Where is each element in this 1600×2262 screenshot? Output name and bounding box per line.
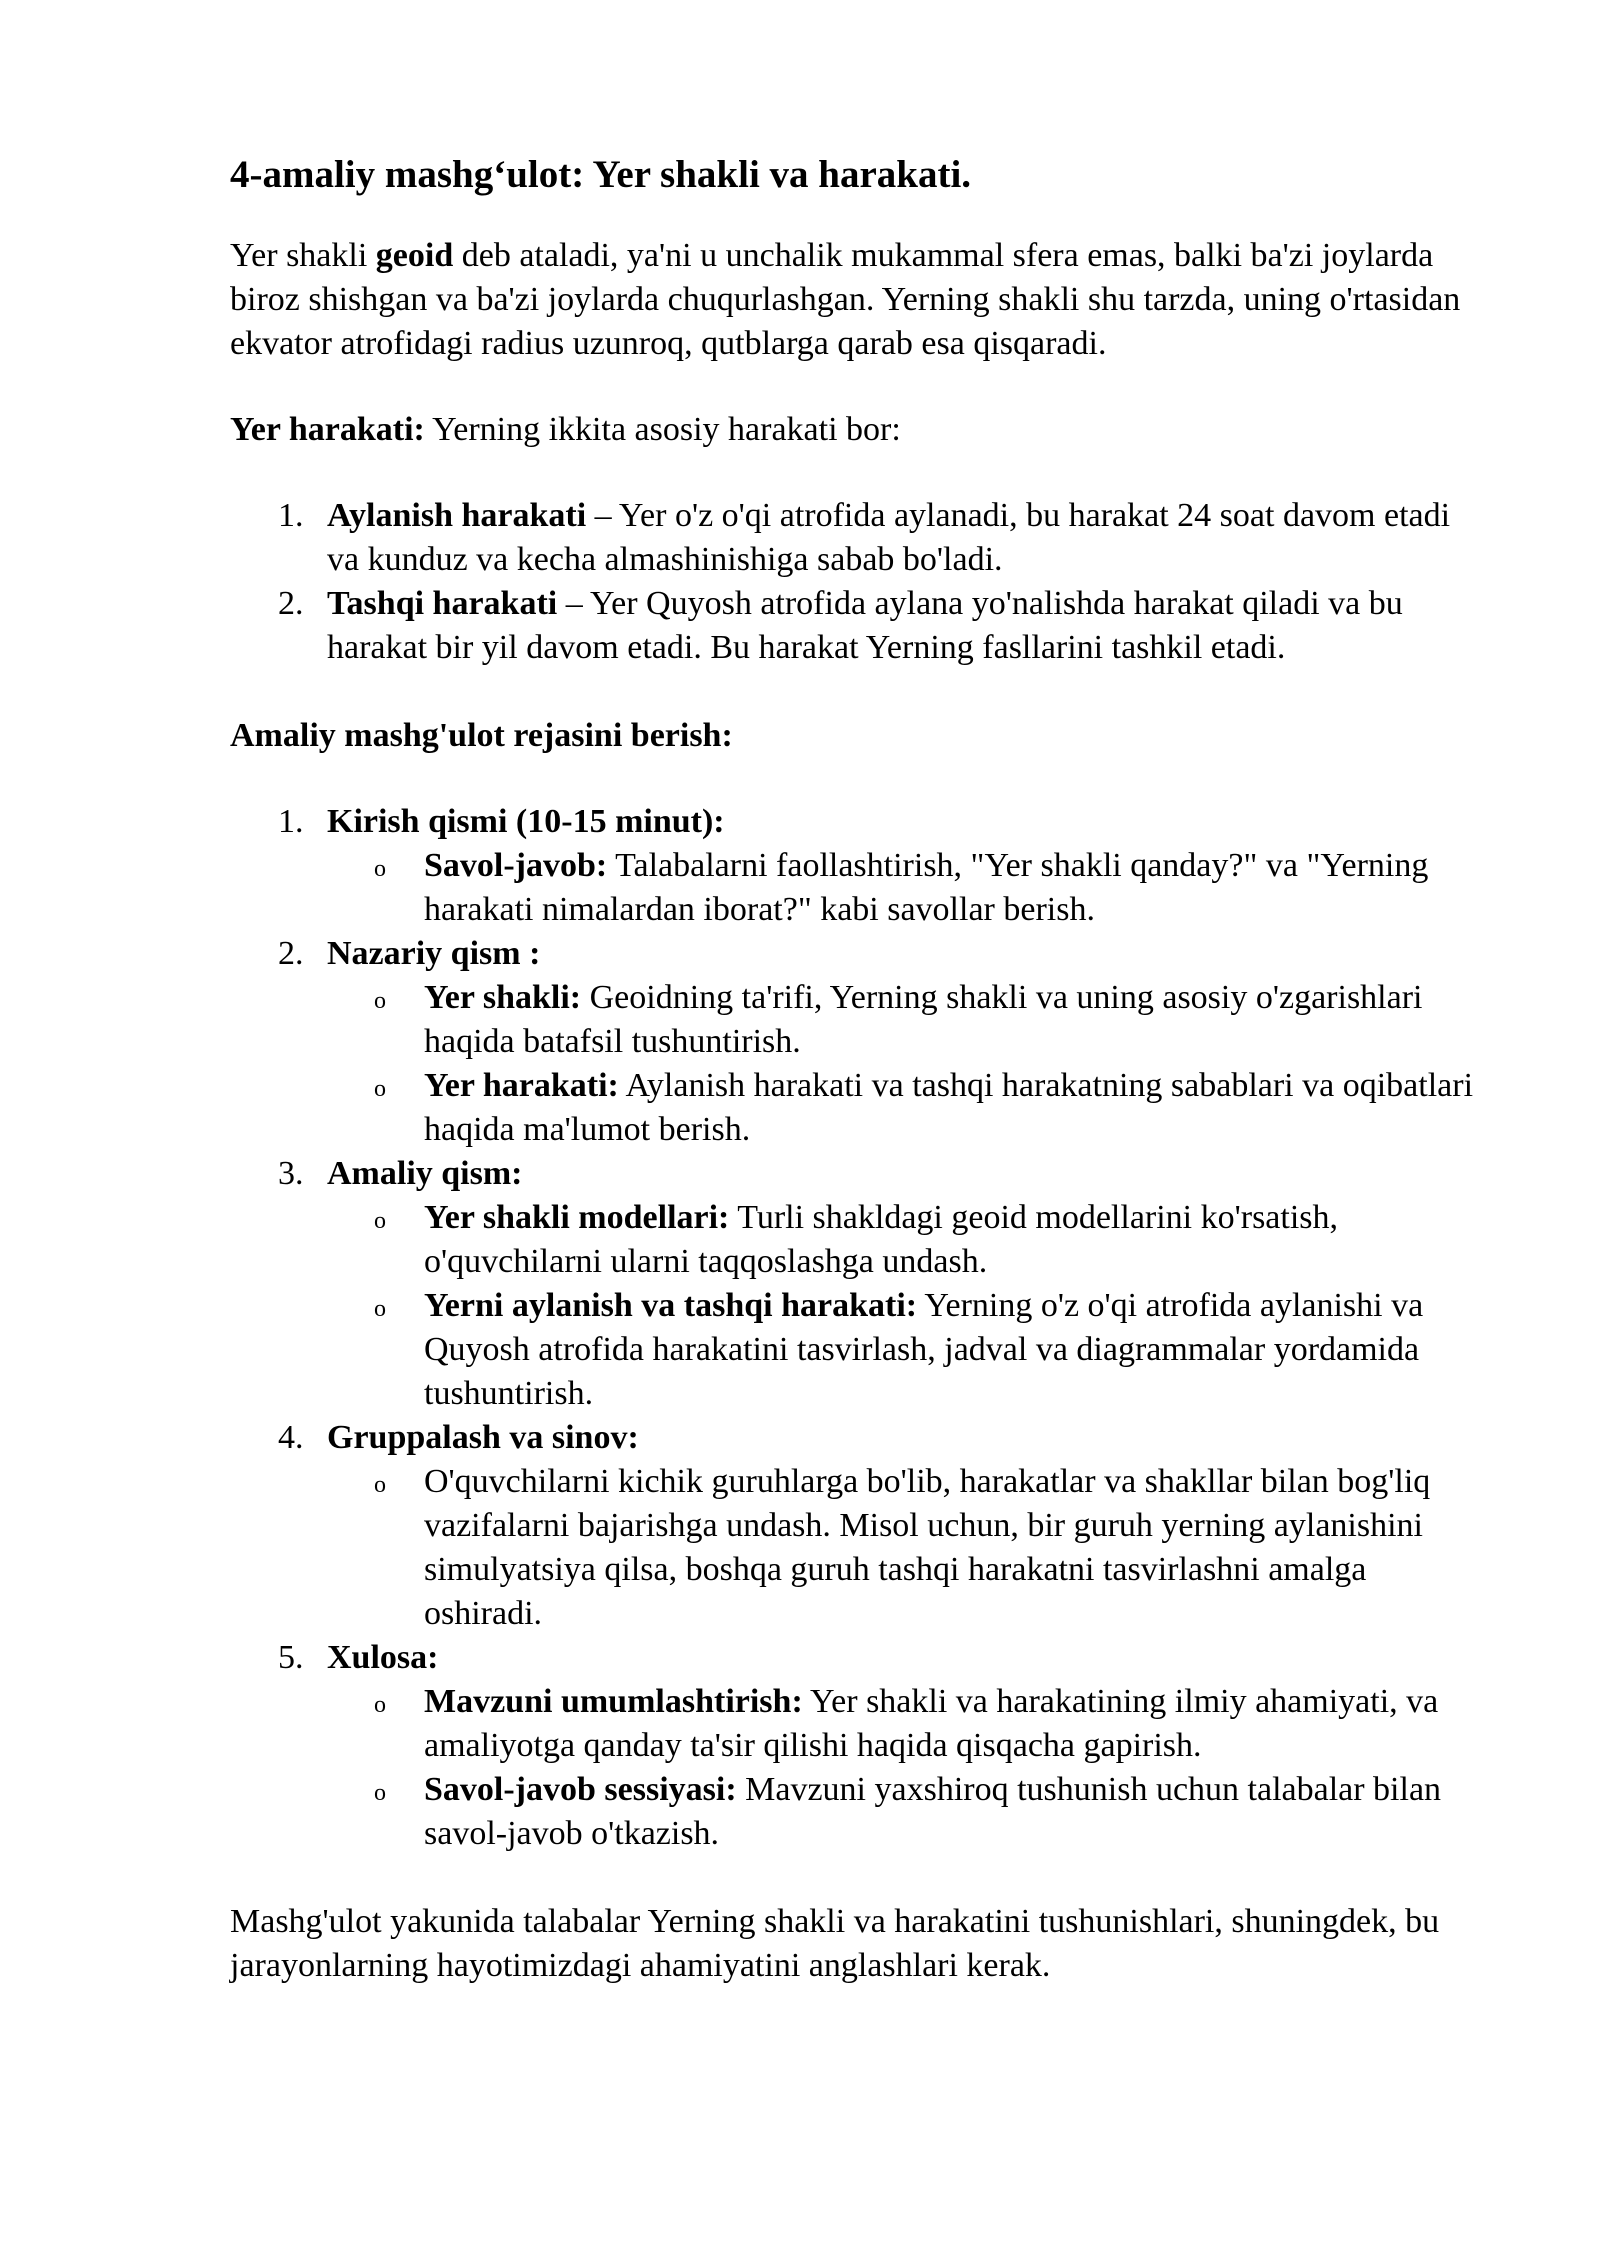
plan-heading — [230, 714, 1490, 758]
list-item-title: Nazariy qism : — [327, 935, 541, 972]
list-item-title: Amaliy qism: — [327, 1155, 523, 1192]
bullet-icon: o — [374, 856, 386, 882]
bullet-icon: o — [374, 1208, 386, 1234]
list-item — [230, 800, 1490, 932]
sub-list — [327, 844, 1490, 932]
list-item — [230, 582, 1490, 670]
list-item-bold: Tashqi harakati — [327, 585, 558, 622]
conclusion-paragraph: Mashg'ulot yakunida talabalar Yerning shakli va harakatini tushunishlari, shuningdek, bu jarayonlarning hayotimizdagi ahamiyatini anglashlari kerak. — [230, 1903, 1440, 1984]
sub-item-text: Yer shakli va harakatining ilmiy ahamiyati, va amaliyotga qanday ta'sir qilishi haqida qisqacha gapirish. — [424, 1683, 1439, 1764]
sub-list-item — [327, 1064, 1490, 1152]
list-number: 5. — [278, 1639, 304, 1676]
list-item-title: Gruppalash va sinov: — [327, 1419, 639, 1456]
intro-text-start: Yer shakli — [230, 237, 376, 274]
intro-bold-term: geoid — [375, 237, 454, 274]
sub-item-bold: Mavzuni umumlashtirish: — [424, 1683, 803, 1720]
bullet-icon: o — [374, 1780, 386, 1806]
list-number: 4. — [278, 1419, 304, 1456]
bullet-icon: o — [374, 988, 386, 1014]
sub-list-item — [327, 1284, 1490, 1416]
plan-list — [230, 800, 1490, 1856]
page-title: 4-amaliy mashg‘ulot: Yer shakli va harakati. — [230, 153, 972, 196]
sub-list — [327, 1460, 1490, 1636]
list-item-bold: Aylanish harakati — [327, 497, 587, 534]
list-item-title: Xulosa: — [327, 1639, 439, 1676]
sub-item-text: Talabalarni faollashtirish, "Yer shakli qanday?" va "Yerning harakati nimalardan iborat?" kabi savollar berish. — [424, 847, 1429, 928]
sub-item-bold: Yer shakli modellari: — [424, 1199, 730, 1236]
bullet-icon: o — [374, 1692, 386, 1718]
bullet-icon: o — [374, 1472, 386, 1498]
intro-text-end: deb ataladi, ya'ni u unchalik mukammal sfera emas, balki ba'zi joylarda biroz shishgan va ba'zi joylarda chuqurlashgan. Yerning shakli shu tarzda, uning o'rtasidan ekvator atrofidagi radius uzunroq, qutblarga qarab esa qisqaradi. — [230, 237, 1461, 362]
movement-heading-paragraph — [230, 408, 1490, 452]
plan-heading-text: Amaliy mashg'ulot rejasini berish: — [230, 717, 733, 754]
list-number: 1. — [278, 497, 304, 534]
sub-item-bold: Savol-javob sessiyasi: — [424, 1771, 737, 1808]
list-number: 1. — [278, 803, 304, 840]
sub-item-text: O'quvchilarni kichik guruhlarga bo'lib, harakatlar va shakllar bilan bog'liq vazifalarni bajarishga undash. Misol uchun, bir guruh yerning aylanishini simulyatsiya qilsa, boshqa guruh tashqi harakatni tasvirlashni amalga oshiradi. — [424, 1463, 1431, 1632]
bullet-icon: o — [374, 1076, 386, 1102]
sub-list — [327, 1196, 1490, 1416]
sub-list — [327, 976, 1490, 1152]
list-item — [230, 1416, 1490, 1636]
bullet-icon: o — [374, 1296, 386, 1322]
list-item — [230, 494, 1490, 582]
sub-item-bold: Yerni aylanish va tashqi harakati: — [424, 1287, 918, 1324]
sub-item-text: Geoidning ta'rifi, Yerning shakli va uning asosiy o'zgarishlari haqida batafsil tushuntirish. — [424, 979, 1423, 1060]
sub-list — [327, 1680, 1490, 1856]
sub-list-item — [327, 976, 1490, 1064]
movement-list — [230, 494, 1490, 670]
movement-text: Yerning ikkita asosiy harakati bor: — [424, 411, 901, 448]
list-item-text: – Yer Quyosh atrofida aylana yo'nalishda harakat qiladi va bu harakat bir yil davom etadi. Bu harakat Yerning fasllarini tashkil etadi. — [327, 585, 1403, 666]
sub-list-item — [327, 844, 1490, 932]
sub-list-item — [327, 1196, 1490, 1284]
sub-item-text: Aylanish harakati va tashqi harakatning sabablari va oqibatlari haqida ma'lumot berish. — [424, 1067, 1474, 1148]
list-item — [230, 1636, 1490, 1856]
sub-item-text: Mavzuni yaxshiroq tushunish uchun talabalar bilan savol-javob o'tkazish. — [424, 1771, 1442, 1852]
sub-list-item — [327, 1680, 1490, 1768]
list-number: 3. — [278, 1155, 304, 1192]
list-item-text: – Yer o'z o'qi atrofida aylanadi, bu harakat 24 soat davom etadi va kunduz va kecha almashinishiga sabab bo'ladi. — [327, 497, 1451, 578]
sub-item-bold: Savol-javob: — [424, 847, 608, 884]
movement-label: Yer harakati: — [230, 411, 425, 448]
sub-item-text: Turli shakldagi geoid modellarini ko'rsatish, o'quvchilarni ularni taqqoslashga undash. — [424, 1199, 1339, 1280]
sub-item-text: Yerning o'z o'qi atrofida aylanishi va Quyosh atrofida harakatini tasvirlash, jadval va diagrammalar yordamida tushuntirish. — [424, 1287, 1424, 1412]
list-item-title: Kirish qismi (10-15 minut): — [327, 803, 725, 840]
sub-item-bold: Yer shakli: — [424, 979, 582, 1016]
sub-list-item — [327, 1460, 1490, 1636]
sub-item-bold: Yer harakati: — [424, 1067, 619, 1104]
document-page — [230, 150, 1490, 2030]
intro-paragraph — [230, 234, 1490, 366]
list-number: 2. — [278, 585, 304, 622]
list-item — [230, 1152, 1490, 1416]
sub-list-item — [327, 1768, 1490, 1856]
list-number: 2. — [278, 935, 304, 972]
list-item — [230, 932, 1490, 1152]
